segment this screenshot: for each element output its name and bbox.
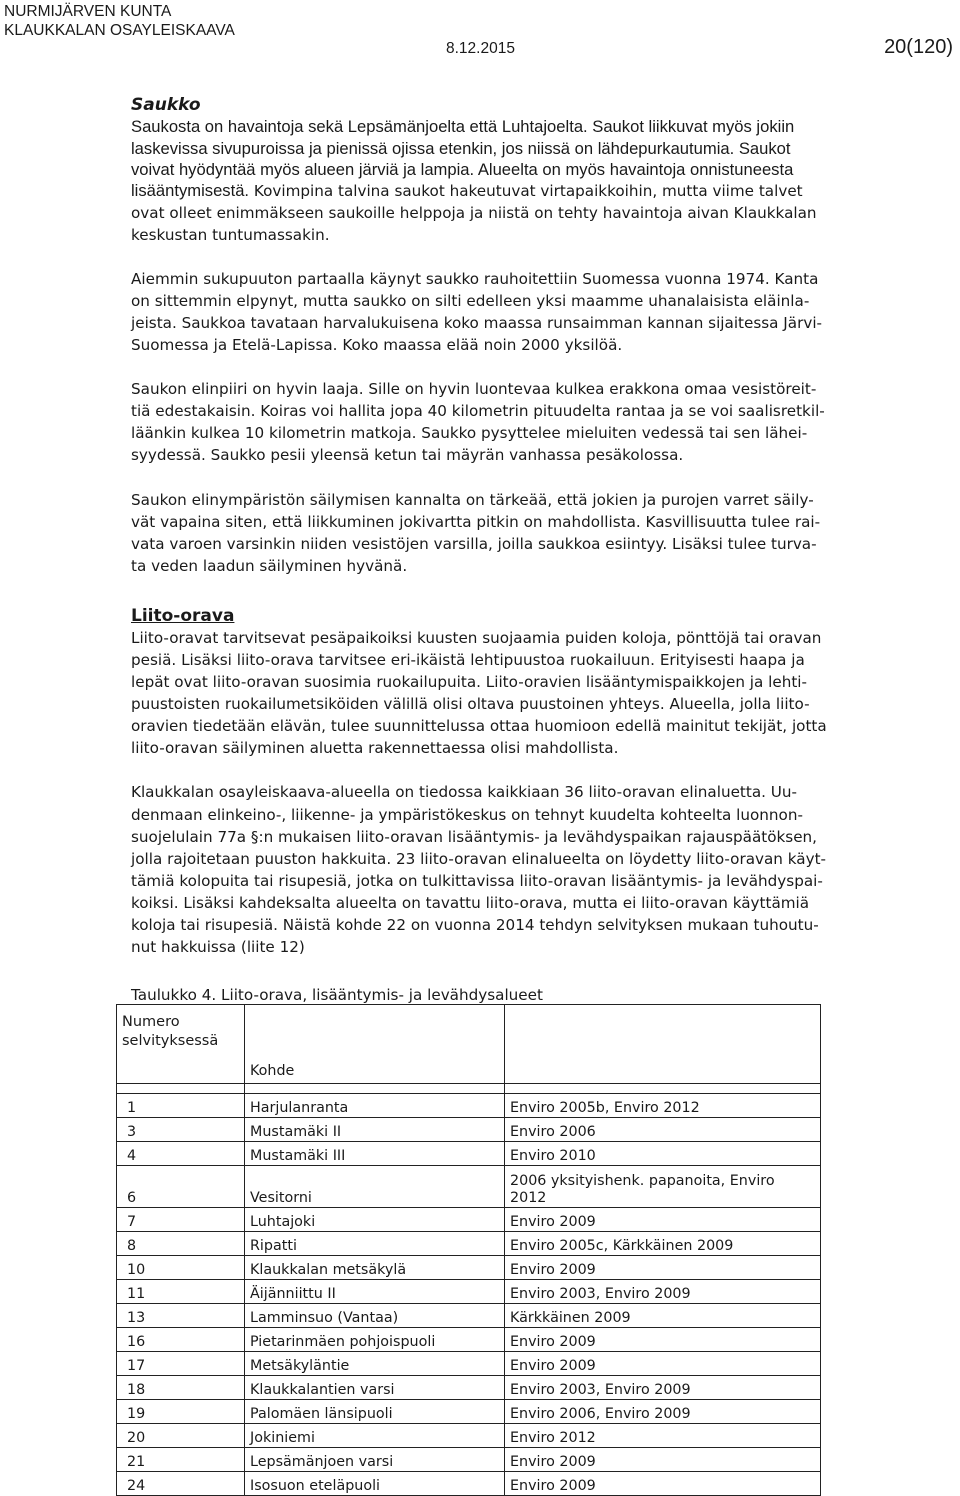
cell-number: 19 [117, 1400, 245, 1424]
cell-kohde: Mustamäki III [245, 1142, 505, 1166]
header-date: 8.12.2015 [446, 40, 515, 57]
liito-orava-table [116, 1004, 821, 1496]
cell-source: Enviro 2006, Enviro 2009 [505, 1400, 821, 1424]
table-row [117, 1166, 821, 1208]
cell-source: Enviro 2009 [505, 1256, 821, 1280]
cell-source: Enviro 2009 [505, 1352, 821, 1376]
table-row [117, 1376, 821, 1400]
cell-source: Enviro 2010 [505, 1142, 821, 1166]
table-row [117, 1142, 821, 1166]
cell-number: 24 [117, 1472, 245, 1496]
cell-number: 8 [117, 1232, 245, 1256]
header-organization [4, 2, 235, 40]
document-body [131, 95, 953, 1004]
table-caption: Taulukko 4. Liito-orava, lisääntymis- ja levähdysalueet [131, 986, 543, 1005]
table-row [117, 1232, 821, 1256]
cell-kohde: Klaukkalantien varsi [245, 1376, 505, 1400]
cell-number: 10 [117, 1256, 245, 1280]
cell-kohde: Palomäen länsipuoli [245, 1400, 505, 1424]
cell-source: Kärkkäinen 2009 [505, 1304, 821, 1328]
header-kohde: Kohde [245, 1005, 505, 1084]
paragraph-saukko-intro: Saukosta on havaintoja sekä Lepsämänjoelta että Luhtajoelta. Saukot liikkuvat myös jokiin laskevissa sivupuroissa ja pienissä ojissa etenkin, jos niissä on lähdepurkautumia. Saukot voivat hyödyntää myös alueen järviä ja lampia. Alueelta on myös havaintoja onnistuneesta [131, 117, 795, 179]
heading-liito-orava: Liito-orava [131, 605, 235, 626]
cell-source: Enviro 2012 [505, 1424, 821, 1448]
cell-kohde: Vesitorni [245, 1166, 505, 1208]
cell-kohde: Harjulanranta [245, 1094, 505, 1118]
cell-kohde: Mustamäki II [245, 1118, 505, 1142]
table-row [117, 1256, 821, 1280]
cell-number: 4 [117, 1142, 245, 1166]
cell-source: Enviro 2009 [505, 1208, 821, 1232]
header-org-line2: KLAUKKALAN OSAYLEISKAAVA [4, 22, 235, 39]
table-row [117, 1118, 821, 1142]
paragraph-liito-areas: Klaukkalan osayleiskaava-alueella on tiedossa kaikkiaan 36 liito-oravan elinaluetta. Uu- denmaan elinkeino-, liikenne- ja ympäristökeskus on tehnyt kuudelta kohteelta luonnon- suojelulain 77a §:n mukaisen liito-oravan lisääntymis- ja levähdyspaikan rajauspäätöksen, jolla rajoitetaan puuston hakkuita. 23 liito-oravan elinalueelta on löydetty liito-oravan käyt- tämiä kolopuita tai risupesiä, jotka on tulkittavissa liito-oravan lisääntymis- ja levähdyspai- koiksi. Lisäksi kahdeksalta alueelta on tavattu liito-orava, mutta ei liito-oravan käyttämiä koloja tai risupesiä. Näistä kohde 22 on vuonna 2014 tehdyn selvityksen mukaan tuhoutu- nut hakkuissa (liite 12) [131, 783, 827, 957]
table-row [117, 1280, 821, 1304]
cell-kohde: Äijänniittu II [245, 1280, 505, 1304]
table-spacer-row [117, 1084, 821, 1094]
cell-number: 20 [117, 1424, 245, 1448]
cell-source: 2006 yksityishenk. papanoita, Enviro 2012 [505, 1166, 821, 1208]
cell-kohde: Jokiniemi [245, 1424, 505, 1448]
table-header-row [117, 1005, 821, 1084]
cell-source: Enviro 2005c, Kärkkäinen 2009 [505, 1232, 821, 1256]
header-source [505, 1005, 821, 1084]
cell-kohde: Lepsämänjoen varsi [245, 1448, 505, 1472]
cell-number: 6 [117, 1166, 245, 1208]
paragraph-saukko-range: Saukon elinpiiri on hyvin laaja. Sille on hyvin luontevaa kulkea erakkona omaa vesistöreit- tiä edestakaisin. Koiras voi hallita jopa 40 kilometrin pituudelta rantaa ja se voi saalisretkil- läänkin kulkea 10 kilometrin matkoja. Saukko pysyttelee mieluiten vedessä tai sen lähei- syydessä. Saukko pesii yleensä ketun tai mäyrän vanhassa pesäkolossa. [131, 380, 825, 465]
table-row [117, 1208, 821, 1232]
cell-source: Enviro 2006 [505, 1118, 821, 1142]
cell-source: Enviro 2009 [505, 1328, 821, 1352]
table-row [117, 1094, 821, 1118]
cell-kohde: Ripatti [245, 1232, 505, 1256]
cell-kohde: Isosuon eteläpuoli [245, 1472, 505, 1496]
cell-number: 7 [117, 1208, 245, 1232]
cell-number: 21 [117, 1448, 245, 1472]
header-org-line1: NURMIJÄRVEN KUNTA [4, 3, 172, 20]
cell-kohde: Pietarinmäen pohjoispuoli [245, 1328, 505, 1352]
cell-source: Enviro 2005b, Enviro 2012 [505, 1094, 821, 1118]
table-row [117, 1304, 821, 1328]
cell-source: Enviro 2003, Enviro 2009 [505, 1280, 821, 1304]
paragraph-saukko-habitat: Saukon elinympäristön säilymisen kannalta on tärkeää, että jokien ja purojen varret säily- vät vapaina siten, että liikkuminen jokivartta pitkin on mahdollista. Kasvillisuutta tulee rai- vata varoen varsinkin niiden vesistöjen varsilla, joilla saukkoa esiintyy. Lisäksi tulee turva- ta veden laadun säilyminen hyvänä. [131, 490, 821, 575]
header-numero: Numero selvityksessä [117, 1005, 245, 1084]
cell-kohde: Klaukkalan metsäkylä [245, 1256, 505, 1280]
cell-kohde: Luhtajoki [245, 1208, 505, 1232]
cell-source: Enviro 2009 [505, 1448, 821, 1472]
paragraph-saukko-intro-cont: lisääntymisestä. Kovimpina talvina saukot hakeutuvat virtapaikkoihin, mutta viime talvet ovat olleet enimmäkseen saukoille helppoja ja niistä on tehty havaintoja aivan Klaukkalan keskustan tuntumassakin. [131, 180, 817, 244]
paragraph-saukko-status: Aiemmin sukupuuton partaalla käynyt saukko rauhoitettiin Suomessa vuonna 1974. Kanta on sittemmin elpynyt, mutta saukko on silti edelleen yksi maamme uhanalaisista eläinla- jeista. Saukkoa tavataan harvalukuisena koko maassa runsaimman kannan sijaitessa Järvi- Suomessa ja Etelä-Lapissa. Koko maassa elää noin 2000 yksilöä. [131, 269, 823, 355]
header-page-number: 20(120) [884, 36, 953, 58]
paragraph-liito-intro: Liito-oravat tarvitsevat pesäpaikoiksi kuusten suojaamia puiden koloja, pönttöjä tai oravan pesiä. Lisäksi liito-orava tarvitsee eri-ikäistä lehtipuustoa ruokailuun. Erityisesti haapa ja lepät ovat liito-oravan suosimia ruokailupuita. Liito-oravien lisääntymispaikkojen ja lehti- puustoisten ruokailumetsiköiden välillä olisi oltava puustoinen yhteys. Alueella, jolla liito- oravien tiedetään elävän, tulee suunnittelussa ottaa huomioon edellä mainitut tekijät, jotta liito-oravan säilyminen aluetta rakennettaessa olisi mahdollista. [131, 628, 827, 758]
cell-number: 13 [117, 1304, 245, 1328]
cell-number: 11 [117, 1280, 245, 1304]
cell-source: Enviro 2009 [505, 1472, 821, 1496]
table-row [117, 1448, 821, 1472]
table-row [117, 1400, 821, 1424]
cell-kohde: Lamminsuo (Vantaa) [245, 1304, 505, 1328]
cell-number: 17 [117, 1352, 245, 1376]
table-row [117, 1472, 821, 1496]
cell-number: 16 [117, 1328, 245, 1352]
table-row [117, 1328, 821, 1352]
cell-source: Enviro 2003, Enviro 2009 [505, 1376, 821, 1400]
cell-number: 1 [117, 1094, 245, 1118]
table-row [117, 1352, 821, 1376]
cell-number: 18 [117, 1376, 245, 1400]
heading-saukko: Saukko [131, 95, 201, 115]
cell-kohde: Metsäkyläntie [245, 1352, 505, 1376]
table-row [117, 1424, 821, 1448]
cell-number: 3 [117, 1118, 245, 1142]
